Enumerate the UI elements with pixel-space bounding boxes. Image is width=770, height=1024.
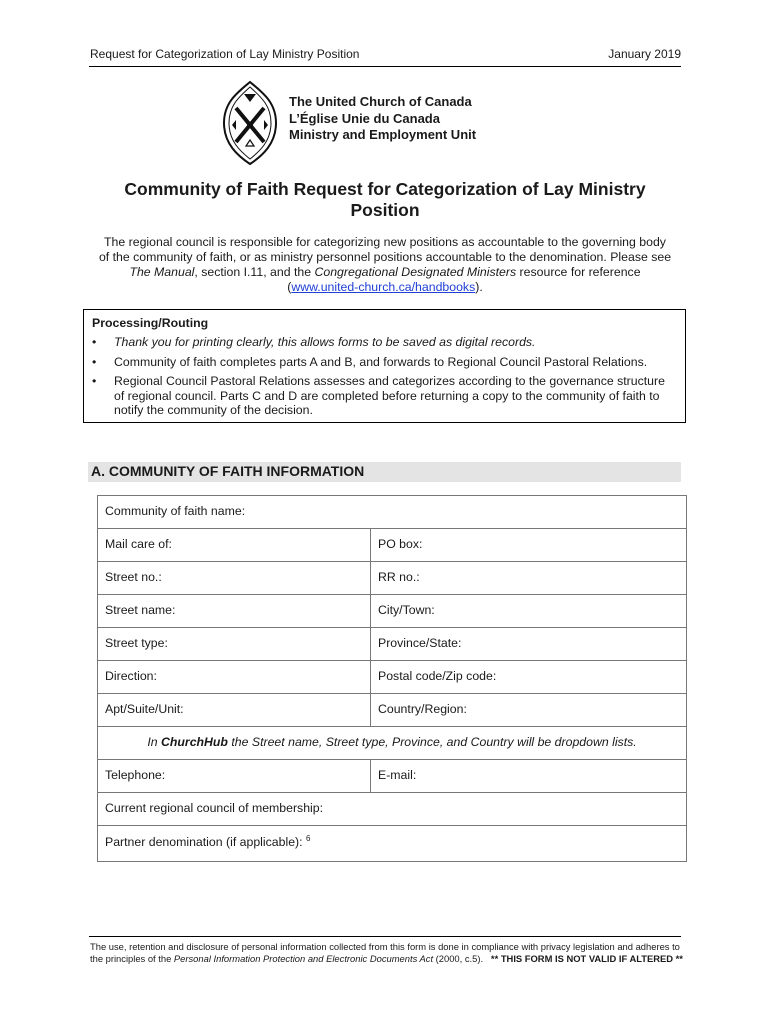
dropdown-note bbox=[98, 727, 686, 759]
community-name-field[interactable]: Community of faith name: bbox=[105, 504, 246, 518]
list-item bbox=[84, 335, 685, 350]
resource-text: resource for reference bbox=[516, 265, 641, 279]
mail-care-of-field[interactable]: Mail care of: bbox=[98, 529, 371, 561]
rr-no-field[interactable]: RR no.: bbox=[378, 570, 420, 584]
cdm-ref: Congregational Designated Ministers bbox=[314, 265, 517, 279]
postal-code-field[interactable]: Postal code/Zip code: bbox=[378, 669, 497, 683]
form-row bbox=[98, 628, 686, 661]
footer-text-1: The use, retention and disclosure of personal information collected from this form is done in compliance with privacy legislation and adheres to the principles of the bbox=[90, 941, 680, 964]
po-box-field[interactable]: PO box: bbox=[378, 537, 423, 551]
street-name-field[interactable]: Street name: bbox=[98, 595, 371, 627]
routing-item-text: Community of faith completes parts A and B, and forwards to Regional Council Pastoral Relations. bbox=[114, 354, 648, 369]
partner-denomination-label: Partner denomination (if applicable): bbox=[105, 835, 303, 850]
partner-denomination-field[interactable] bbox=[98, 826, 686, 861]
form-row-note bbox=[98, 727, 686, 760]
header-divider bbox=[89, 66, 681, 67]
organization-block bbox=[289, 94, 476, 144]
form-row bbox=[98, 595, 686, 628]
title-line-2: Position bbox=[350, 200, 420, 220]
org-name-en: The United Church of Canada bbox=[289, 94, 472, 109]
list-item bbox=[84, 374, 685, 418]
apt-suite-field[interactable]: Apt/Suite/Unit: bbox=[98, 694, 371, 726]
province-state-field[interactable]: Province/State: bbox=[378, 636, 462, 650]
org-unit: Ministry and Employment Unit bbox=[289, 127, 477, 142]
bullet-icon: • bbox=[92, 374, 97, 388]
form-row bbox=[98, 826, 686, 861]
direction-field[interactable]: Direction: bbox=[98, 661, 371, 693]
form-row bbox=[98, 694, 686, 727]
footer-text-2: (2000, c.5). bbox=[433, 952, 484, 964]
form-row bbox=[98, 496, 686, 529]
footer-warning: ** THIS FORM IS NOT VALID IF ALTERED ** bbox=[490, 952, 683, 964]
note-rest: the Street name, Street type, Province, and Country will be dropdown lists. bbox=[227, 735, 637, 749]
section-a-title: A. COMMUNITY OF FAITH INFORMATION bbox=[91, 463, 365, 479]
paren-close: ). bbox=[475, 280, 483, 294]
bullet-icon: • bbox=[92, 354, 97, 369]
footer-divider bbox=[89, 936, 681, 937]
form-row bbox=[98, 529, 686, 562]
note-in: In bbox=[147, 735, 161, 749]
community-info-form bbox=[97, 495, 687, 862]
form-row bbox=[98, 793, 686, 826]
handbooks-link[interactable]: www.united-church.ca/handbooks bbox=[291, 280, 476, 294]
routing-list bbox=[84, 335, 685, 423]
header-date: January 2019 bbox=[608, 47, 681, 61]
intro-line-2: of the community of faith, or as ministry personnel positions accountable to the denomination. Please see bbox=[98, 250, 672, 264]
org-name-fr: L’Église Unie du Canada bbox=[289, 110, 440, 126]
privacy-footer bbox=[90, 941, 685, 964]
paren-open: ( bbox=[287, 280, 292, 294]
intro-line-1: The regional council is responsible for categorizing new positions as accountable to the governing body bbox=[104, 235, 666, 249]
note-churchhub: ChurchHub bbox=[161, 735, 228, 749]
telephone-field[interactable]: Telephone: bbox=[98, 760, 371, 792]
bullet-icon: • bbox=[92, 335, 97, 349]
routing-title: Processing/Routing bbox=[92, 316, 209, 330]
form-row bbox=[98, 661, 686, 694]
email-field[interactable]: E-mail: bbox=[378, 768, 417, 782]
street-type-field[interactable]: Street type: bbox=[98, 628, 371, 660]
form-row bbox=[98, 562, 686, 595]
title-line-1: Community of Faith Request for Categorization of Lay Ministry bbox=[124, 179, 646, 199]
intro-line-4 bbox=[88, 280, 682, 295]
united-church-crest-logo bbox=[222, 80, 278, 166]
city-town-field[interactable]: City/Town: bbox=[378, 603, 435, 617]
footnote-ref: 6 bbox=[305, 834, 311, 843]
intro-paragraph bbox=[88, 235, 682, 295]
list-item bbox=[84, 355, 685, 370]
page-title bbox=[90, 179, 680, 221]
section-text: , section I.11, and the bbox=[194, 265, 315, 279]
intro-line-3 bbox=[88, 265, 682, 280]
country-region-field[interactable]: Country/Region: bbox=[378, 702, 467, 716]
street-no-field[interactable]: Street no.: bbox=[98, 562, 371, 594]
processing-routing-box bbox=[83, 309, 686, 423]
footer-act: Personal Information Protection and Electronic Documents Act bbox=[173, 952, 434, 964]
form-row bbox=[98, 760, 686, 793]
manual-ref: The Manual bbox=[129, 265, 195, 279]
routing-item-text: Regional Council Pastoral Relations assesses and categorizes according to the governance structure of regional council. Parts C and D are completed before returning a copy to the community of faith to notify the community of the decision. bbox=[114, 374, 665, 417]
regional-council-field[interactable]: Current regional council of membership: bbox=[105, 801, 324, 815]
routing-item-text: Thank you for printing clearly, this allows forms to be saved as digital records. bbox=[114, 335, 536, 349]
header-title: Request for Categorization of Lay Ministry Position bbox=[90, 47, 360, 61]
